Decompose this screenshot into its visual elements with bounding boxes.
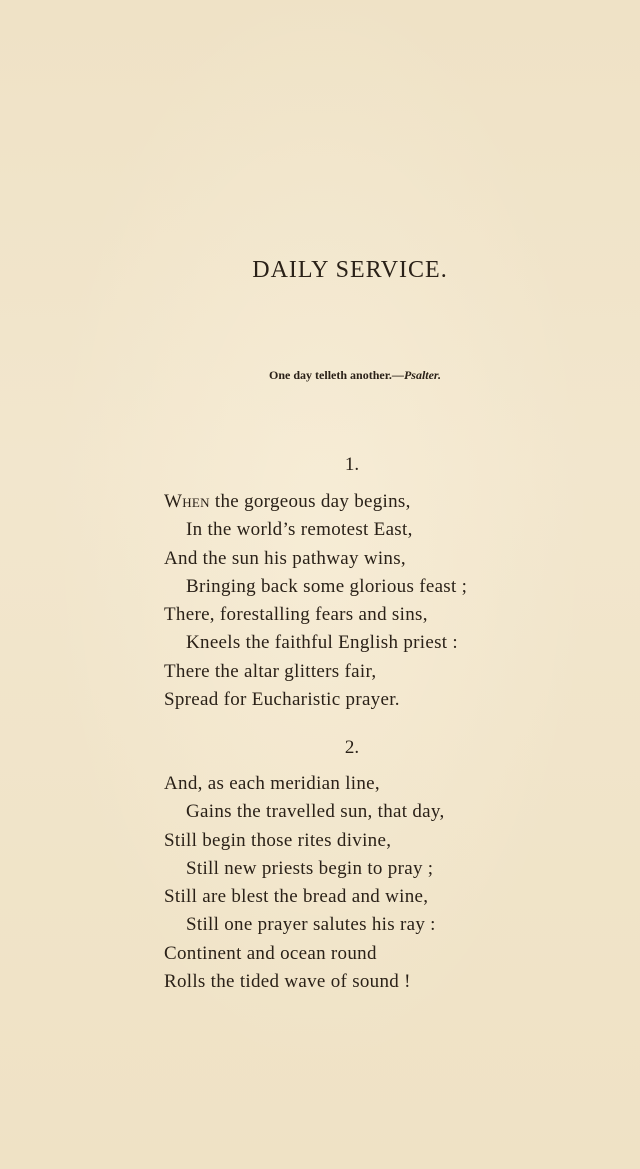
- verse-line: Bringing back some glorious feast ;: [186, 575, 468, 597]
- verse-line: Continent and ocean round: [164, 942, 377, 964]
- epigraph-text: One day telleth another.—: [269, 368, 404, 382]
- stanza-2: [164, 770, 445, 996]
- verse-line: There the altar glitters fair,: [164, 660, 377, 682]
- verse-line: Kneels the faithful English priest :: [186, 632, 458, 654]
- verse-line: And the sun his pathway wins,: [164, 547, 406, 569]
- verse-line: Still are blest the bread and wine,: [164, 886, 429, 908]
- page-title: DAILY SERVICE.: [252, 257, 448, 283]
- verse-line: Gains the travelled sun, that day,: [186, 801, 445, 823]
- verse-line: Rolls the tided wave of sound !: [164, 971, 411, 993]
- verse-line: In the world’s remotest East,: [186, 519, 413, 541]
- stanza-1: [164, 488, 467, 714]
- epigraph: [0, 368, 640, 383]
- verse-line: And, as each meridian line,: [164, 773, 380, 794]
- verse-line: [164, 488, 467, 516]
- stanza-number-1: 1.: [344, 454, 360, 475]
- verse-line: Spread for Eucharistic prayer.: [164, 689, 400, 711]
- stanza-number-2: 2.: [344, 737, 360, 758]
- verse-line: There, forestalling fears and sins,: [164, 604, 428, 626]
- drop-word: When: [164, 491, 210, 512]
- verse-line: Still new priests begin to pray ;: [186, 857, 434, 879]
- verse-line: Still begin those rites divine,: [164, 829, 392, 851]
- verse-line: Still one prayer salutes his ray :: [186, 914, 436, 936]
- epigraph-source: Psalter.: [403, 368, 441, 382]
- verse-line-rest: the gorgeous day begins,: [209, 491, 411, 512]
